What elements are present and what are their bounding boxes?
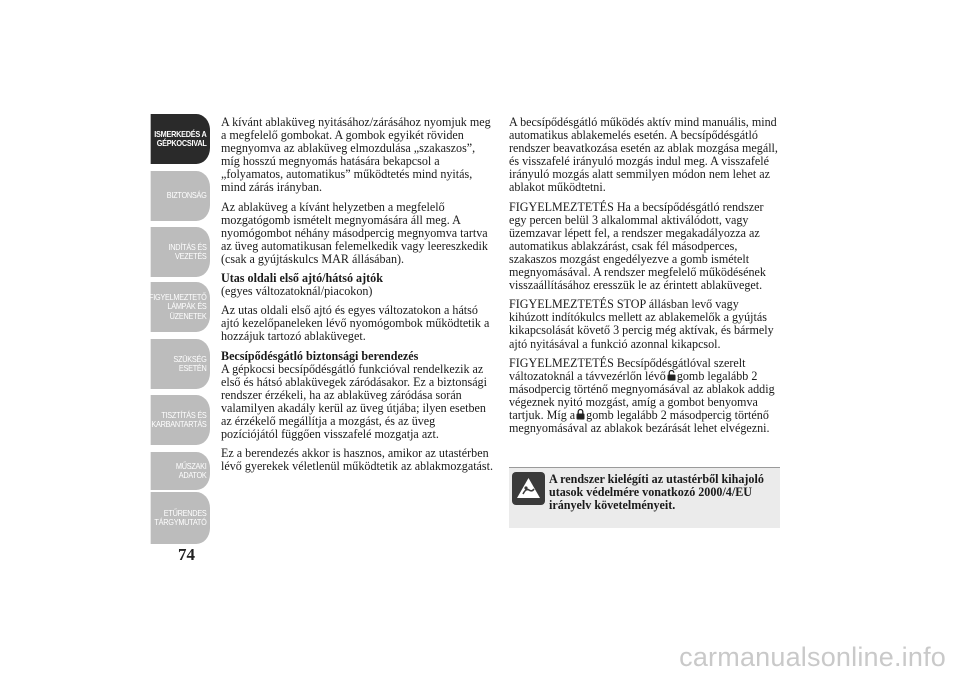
sidebar-tab-line: BIZTONSÁG	[166, 190, 207, 201]
paragraph: A becsípődésgátló működés aktív mind manuális, mind automatikus ablakemelés esetén. A becsípődésgátló rendszer beavatkozása esetén az ablak mozgása megáll, és visszafelé irányuló mozgás indul meg. A visszafelé irányuló mozgás alatt semmilyen módon nem lehet az ablakot működtetni.	[509, 115, 778, 195]
sidebar-tab-line: ÜZENETEK	[169, 310, 207, 321]
sidebar-tab[interactable]	[151, 492, 210, 544]
sidebar-tab[interactable]	[151, 227, 210, 277]
paragraph: Ez a berendezés akkor is hasznos, amikor az utastérben lévő gyerekek véletlenül működtetik az ablakmozgatást.	[221, 446, 494, 474]
note-text: A rendszer kielégíti az utastérből kihajoló utasok védelmére vonatkozó 2000/4/EU irányelv követelményeit.	[549, 472, 764, 512]
warning-paragraph: FIGYELMEZTETÉS Becsípődésgátlóval szerelt változatoknál a távvezérlőn lévő gomb legalább 2 másodpercig történő megnyomásával az ablakok addig végeznek nyitó mozgást, amíg a gombot benyomva tartjuk. Míg a gomb legalább 2 másodpercig történő megnyomásával az ablakok bezárását lehet elvégezni.	[509, 355, 775, 436]
sidebar-tab-line: VEZETÉS	[175, 251, 207, 261]
sidebar-tab-line: FIGYELMEZTETŐ	[148, 291, 207, 302]
sidebar-tab-line: KARBANTARTÁS	[151, 419, 207, 429]
paragraph: A gépkocsi becsípődésgátló funkcióval rendelkezik az első és hátsó ablaküvegek záródásakor. Ez a biztonsági rendszer érzékeli, ha az ablaküveg záródása során valamilyen akadály kerül az üveg útjába; ilyen esetben az érzékelő megállítja a mozgást, és az üveg pozíciójától függően visszafelé mozgatja azt.	[221, 361, 487, 442]
paragraph: Az utas oldali első ajtó és egyes változatokon a hátsó ajtó kezelőpaneleken lévő nyomógombok működtetik a hozzájuk tartozó ablaküveget.	[221, 303, 490, 344]
sidebar-tab-line: LÁMPÁK ÉS	[167, 301, 207, 312]
sidebar-tab[interactable]	[148, 282, 210, 332]
sidebar-tab[interactable]	[151, 339, 210, 389]
warning-paragraph: FIGYELMEZTETÉS STOP állásban levő vagy kihúzott indítókulcs mellett az ablakemelők a gyújtás kikapcsolását követő 3 percig még aktívak, és bármely ajtó nyitásával a funkció azonnal kikapcsol.	[509, 297, 774, 351]
page-number: 74	[178, 545, 195, 564]
paragraph: Az ablaküveg a kívánt helyzetben a megfelelő mozgatógomb ismételt megnyomására áll meg. A nyomógombot néhány másodpercig megnyomva tartva az üveg automatikusan felemelkedik vagy leereszkedik (csak a gyújtáskulcs MAR állásában).	[221, 199, 488, 266]
sidebar-tab-label	[152, 462, 206, 481]
sidebar-tab-line: TÁRGYMUTATÓ	[154, 517, 207, 527]
sidebar-tab-label	[152, 355, 206, 374]
sidebar-tab[interactable]	[151, 395, 210, 445]
sidebar-tab-line: ETŰRENDES	[163, 507, 207, 518]
sidebar-tab-line: GÉPKOCSIVAL	[156, 138, 207, 148]
section-subheading: (egyes változatoknál/piacokon)	[221, 284, 373, 299]
sidebar-tab-line: SZÜKSÉG ESETÉN	[173, 353, 207, 373]
watermark: carmanualsonline.info	[679, 642, 946, 672]
sidebar-tab-line: TISZTÍTÁS ÉS	[161, 409, 207, 420]
sidebar-tab-line: INDÍTÁS ÉS	[168, 241, 207, 252]
section-heading: Becsípődésgátló biztonsági berendezés	[221, 348, 419, 363]
sidebar-tab[interactable]	[151, 114, 210, 164]
sidebar-tab[interactable]	[151, 171, 210, 221]
warning-triangle-icon	[512, 472, 545, 505]
warning-paragraph: FIGYELMEZTETÉS Ha a becsípődésgátló rendszer egy percen belül 3 alkalommal aktiválódott, vagy üzemzavar lépett fel, a rendszer megakadályozza az automatikus ablakzárást, csak fél másodperces, szakaszos mozgást engedélyezve a gomb ismételt megnyomásával. A rendszer megfelelő működésének visszaállításához eresszük le az érintett ablaküveget.	[509, 199, 766, 293]
section-heading: Utas oldali első ajtó/hátsó ajtók	[221, 271, 383, 286]
sidebar-tab-label	[169, 243, 207, 262]
text-column-right	[509, 116, 781, 441]
sidebar-tab-label	[154, 130, 206, 149]
sidebar-tab-label	[149, 293, 207, 322]
text-column-left	[221, 116, 493, 479]
lock-icon	[576, 409, 585, 420]
sidebar-tab-line: MŰSZAKI ADATOK	[175, 460, 207, 480]
paragraph: A kívánt ablaküveg nyitásához/zárásához nyomjuk meg a megfelelő gombokat. A gombok egyikét röviden megnyomva az ablaküveg elmozdulása „szakaszos”, míg hosszú megnyomás hatására bekapcsol a „folyamatos, automatikus” működtetés mind nyitás, mind zárás irányban.	[221, 115, 491, 195]
sidebar-tab-label	[154, 509, 206, 528]
sidebar-tab-line: ISMERKEDÉS A	[154, 128, 207, 139]
sidebar-tab-label	[151, 411, 206, 430]
sidebar-tab-label	[167, 191, 207, 201]
unlock-icon	[667, 370, 676, 381]
sidebar-tab[interactable]	[151, 452, 210, 490]
